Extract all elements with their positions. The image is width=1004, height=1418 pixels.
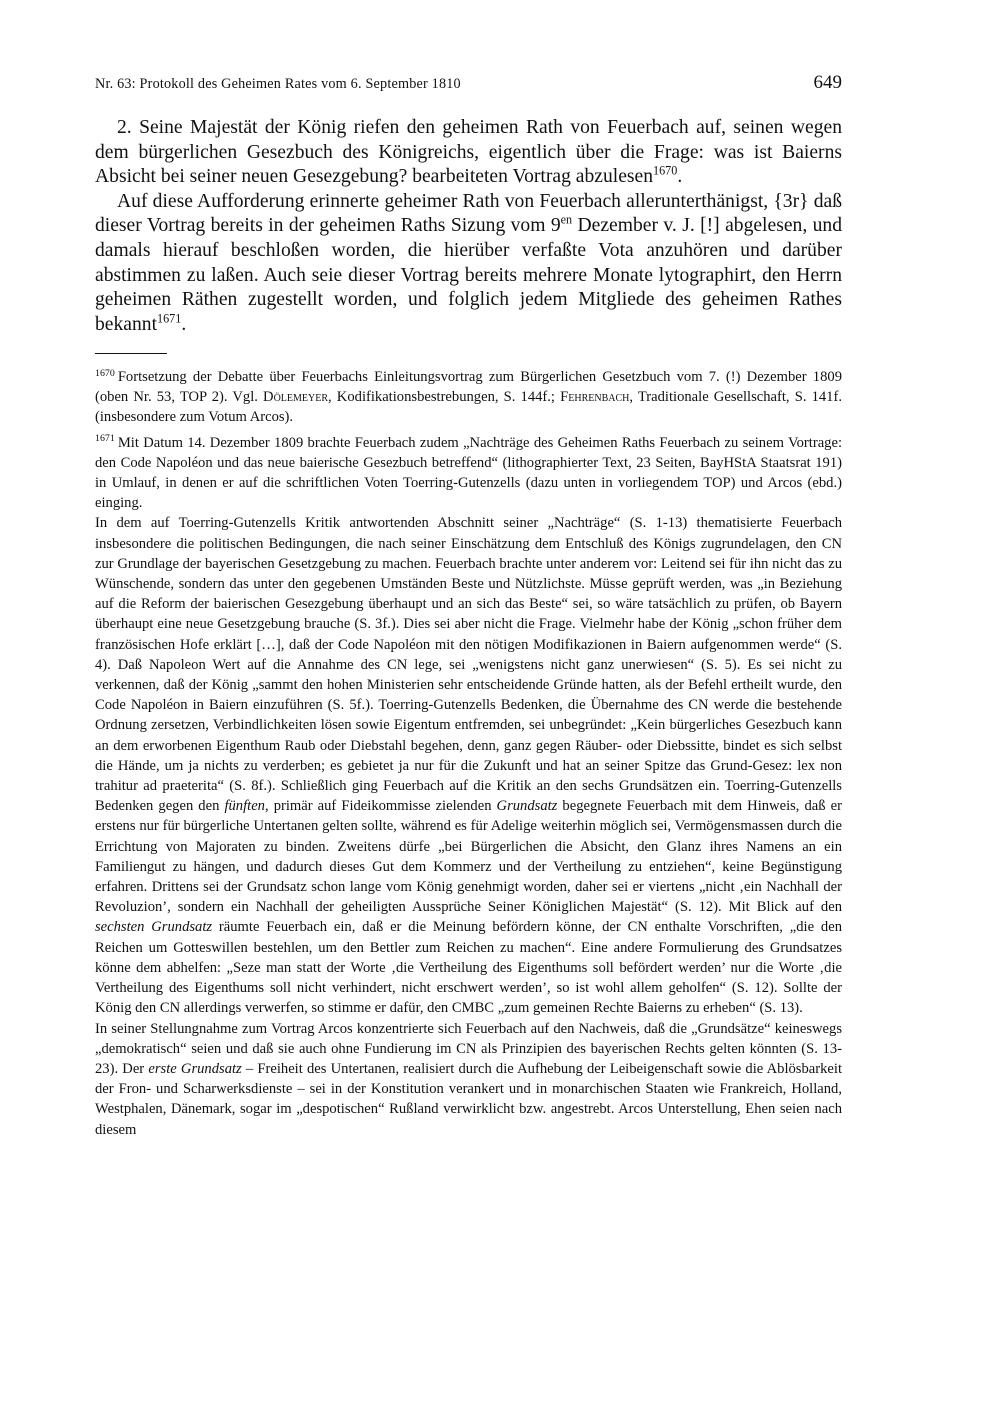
- author-name: Dölemeyer: [263, 389, 329, 406]
- footnote-ref-1671[interactable]: 1671: [157, 311, 182, 326]
- running-title: Nr. 63: Protokoll des Geheimen Rates vom 6. September 1810: [95, 76, 461, 92]
- footnote-ref-1670[interactable]: 1670: [653, 163, 678, 178]
- paragraph-response: Auf diese Aufforderung erinnerte geheimer Rath von Feuerbach allerunterthänigst, {3r} daß dieser Vortrag bereits in der geheimen Raths Sizung vom $9^{en}$ Dezember v. J. [!] abgelesen, und damals hierauf beschloßen worden, die hierüber verfaßte Vota anzuhören und darüber abstimmen zu laßen. Auch seie dieser Vortrag bereits mehrere Monate lytographirt, den Herrn geheimen Räthen zugestellt worden, und folglich jedem Mitgliede des geheimen Rathes bekannt$^{1671}$.: [95, 190, 842, 335]
- footnote-paragraph: $^{1671}$ Mit Datum 14. Dezember 1809 brachte Feuerbach zudem „Nachträge des Geheimen Raths Feuerbach zu seinem Vortrage: den Code Napoléon und das neue baierische Gesezbuch betreffend“ (lithographierter Text, 23 Seiten, BayHStA Staatsrat 191) in Umlauf, in denen er auf die schriftlichen Voten Toerring-Gutenzells (dazu unten in vorliegendem TOP) und Arcos (ebd.) einging.: [95, 433, 842, 512]
- main-text: [95, 116, 842, 337]
- author-name: Fehrenbach: [560, 389, 630, 406]
- footnote-1670: $^{1670}$ Fortsetzung der Debatte über Feuerbachs Einleitungsvortrag zum Bürgerlichen Gesetzbuch vom 7. (!) Dezember 1809 (oben Nr. 53, TOP 2). Vgl. Dölemeyer, Kodifikationsbestrebungen, S. 144f.; Fehrenbach, Traditionale Gesellschaft, S. 141f. (insbesondere zum Votum Arcos).: [95, 367, 842, 426]
- page-header: [95, 72, 842, 94]
- paragraph-item-2: 2. Seine Majestät der König riefen den geheimen Rath von Feuerbach auf, seinen wegen dem bürgerlichen Gesezbuch des Königreichs, eigentlich über die Frage: was ist Baierns Absicht bei seiner neuen Gesezgebung? bearbeiteten Vortrag abzulesen$^{1670}$.: [95, 117, 842, 188]
- footnote-1671: [95, 433, 842, 1140]
- page-number: 649: [813, 72, 842, 93]
- footnote-separator: [95, 353, 167, 354]
- footnote-paragraph: In seiner Stellungnahme zum Vortrag Arcos konzentrierte sich Feuerbach auf den Nachweis, daß die „Grundsätze“ keineswegs „demokratisch“ seien und daß sie auch ohne Fundierung im CN als Prinzipien des bayerischen Rechts gelten könnten (S. 13-23). Der erste Grundsatz – Freiheit des Untertanen, realisiert durch die Aufhebung der Leibeigenschaft sowie die Ablösbarkeit der Fron- und Scharwerksdienste – sei in der Konstitution verankert und in monarchischen Staaten wie Frankreich, Holland, Westphalen, Dänemark, sogar im „despotischen“ Rußland verwirklicht bzw. angestrebt. Arcos Unterstellung, Ehen seien nach diesem: [95, 1020, 842, 1138]
- footnote-mark: 1671: [95, 433, 115, 445]
- footnotes: [95, 367, 842, 1145]
- footnote-mark: 1670: [95, 367, 115, 379]
- footnote-paragraph: In dem auf Toerring-Gutenzells Kritik antwortenden Abschnitt seiner „Nachträge“ (S. 1-13) thematisierte Feuerbach insbesondere die politischen Bedingungen, die nach seiner Einschätzung dem Entschluß des Königs zugrundelagen, den CN zur Grundlage der bayerischen Gesetzgebung zu machen. Feuerbach brachte unter anderem vor: Leitend sei für ihn nicht das zu Wünschende, sondern das unter den gegebenen Umständen Beste und Nützlichste. Müsse geprüft werden, was „in Beziehung auf die Reform der baierischen Gesezgebung überhaupt und an sich das Beste“ sei, so wäre tatsächlich zu prüfen, ob Bayern überhaupt eine neue Gesetzgebung brauche (S. 3f.). Dies sei aber nicht die Frage. Vielmehr habe der König „schon früher dem französischen Hofe erklärt […], daß der Code Napoléon mit den nötigen Modifikazionen in Baiern aufgenommen werde“ (S. 4). Daß Napoleon Wert auf die Annahme des CN lege, sei „wenigstens nicht ganz unerwiesen“ (S. 5). Es sei nicht zu verkennen, daß der König „sammt den hohen Ministerien sehr entscheidende Gründe hatten, als der Befehl ertheilt wurde, den Code Napoléon in Baiern einzuführen (S. 5f.). Toerring-Gutenzells Bedenken, die Übernahme des CN werde die bestehende Ordnung zersetzen, Verbindlichkeiten lösen sowie Eigentum entfremden, sei unbegründet: „Kein bürgerliches Gesezbuch kann an dem erworbenen Eigenthum Raub oder Diebstahl begehen, denn, ganz gegen Räuber- oder Diebssitte, bindet es sich selbst die Hände, um ja nichts zu verderben; es gebietet ja nur für die Zukunft und hat an seiner Spitze das Grund-Gesez: lex non trahitur ad praeterita“ (S. 8f.). Schließlich ging Feuerbach auf die Kritik an den sechs Grundsätzen ein. Toerring-Gutenzells Bedenken gegen den fünften, primär auf Fideikommisse zielenden Grundsatz begegnete Feuerbach mit dem Hinweis, daß er erstens nur für bürgerliche Untertanen gelten sollte, während es für Adelige weiterhin möglich sei, Vermögensmassen durch die Errichtung von Majoraten zu binden. Zweitens dürfe „bei Bürgerlichen die Absicht, den Glanz ihres Namens an ein Familiengut zu hängen, und dadurch dieses Gut dem Kommerz und der Vertheilung zu entziehen“, keine Begünstigung erfahren. Drittens sei der Grundsatz schon lange vom König genehmigt worden, daher sei er viertens „nicht ‚ein Nachhall der Revoluzion’, sondern ein Nachhall der geheiligten Aussprüche Seiner Königlichen Majestät“ (S. 12). Mit Blick auf den sechsten Grundsatz räumte Feuerbach ein, daß er die Meinung befördern könne, der CN enthalte Vorschriften, „die den Reichen um Gotteswillen bestehlen, um den Bettler zum Reichen zu machen“. Eine andere Formulierung des Grundsatzes könne dem abhelfen: „Seze man statt der Worte ‚die Vertheilung des Eigenthums soll befördert werden’ nur die Worte ‚die Vertheilung des Eigenthums soll nicht verhindert, nicht erschwert werden’, so ist wohl allem geholfen“ (S. 12). Sollte der König den CN allerdings verwerfen, so stimme er dafür, den CMBC „zum gemeinen Rechte Baierns zu erheben“ (S. 13).: [95, 515, 842, 1017]
